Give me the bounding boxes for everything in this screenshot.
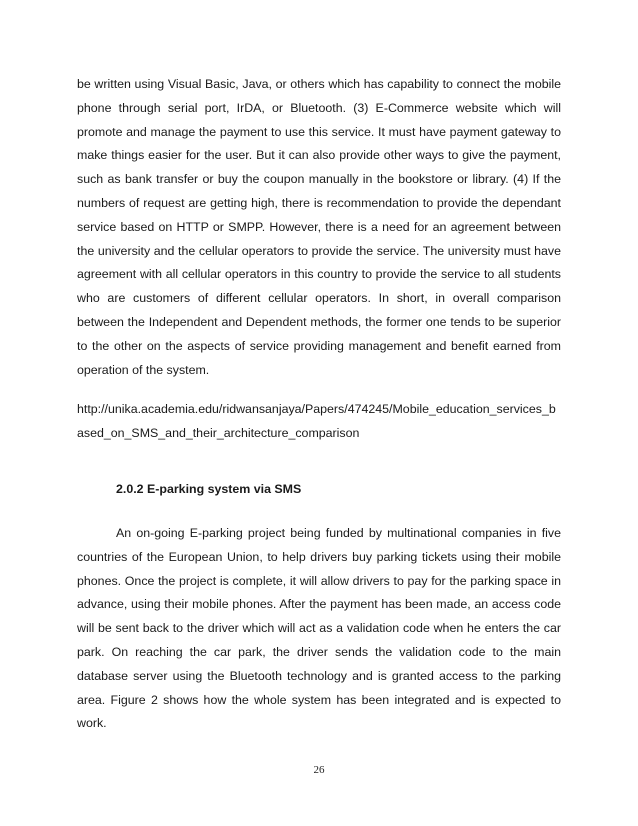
source-url: http://unika.academia.edu/ridwansanjaya/Papers/474245/Mobile_education_services_based_on_SMS_and_their_architecture_comparison: [77, 402, 556, 440]
section-heading: 2.0.2 E-parking system via SMS: [116, 482, 302, 496]
body-paragraph-e-parking: An on-going E-parking project being funded by multinational companies in five countries of the European Union, to help drivers buy parking tickets using their mobile phones. Once the project is complete, it will allow drivers to pay for the parking space in advance, using their mobile phones. After the payment has been made, an access code will be sent back to the driver which will act as a validation code when he enters the car park. On reaching the car park, the driver sends the validation code to the main database server using the Bluetooth technology and is granted access to the parking area. Figure 2 shows how the whole system has been integrated and is expected to work.: [77, 526, 561, 731]
page-number: 26: [313, 764, 325, 776]
body-paragraph-continuation: be written using Visual Basic, Java, or others which has capability to connect the mobile phone through serial port, IrDA, or Bluetooth. (3) E-Commerce website which will promote and manage the payment to use this service. It must have payment gateway to make things easier for the user. But it can also provide other ways to give the payment, such as bank transfer or buy the coupon manually in the bookstore or library. (4) If the numbers of request are getting high, there is recommendation to provide the dependant service based on HTTP or SMPP. However, there is a need for an agreement between the university and the cellular operators to provide the service. The university must have agreement with all cellular operators in this country to provide the service to all students who are customers of different cellular operators. In short, in overall comparison between the Independent and Dependent methods, the former one tends to be superior to the other on the aspects of service providing management and benefit earned from operation of the system.: [77, 77, 561, 377]
